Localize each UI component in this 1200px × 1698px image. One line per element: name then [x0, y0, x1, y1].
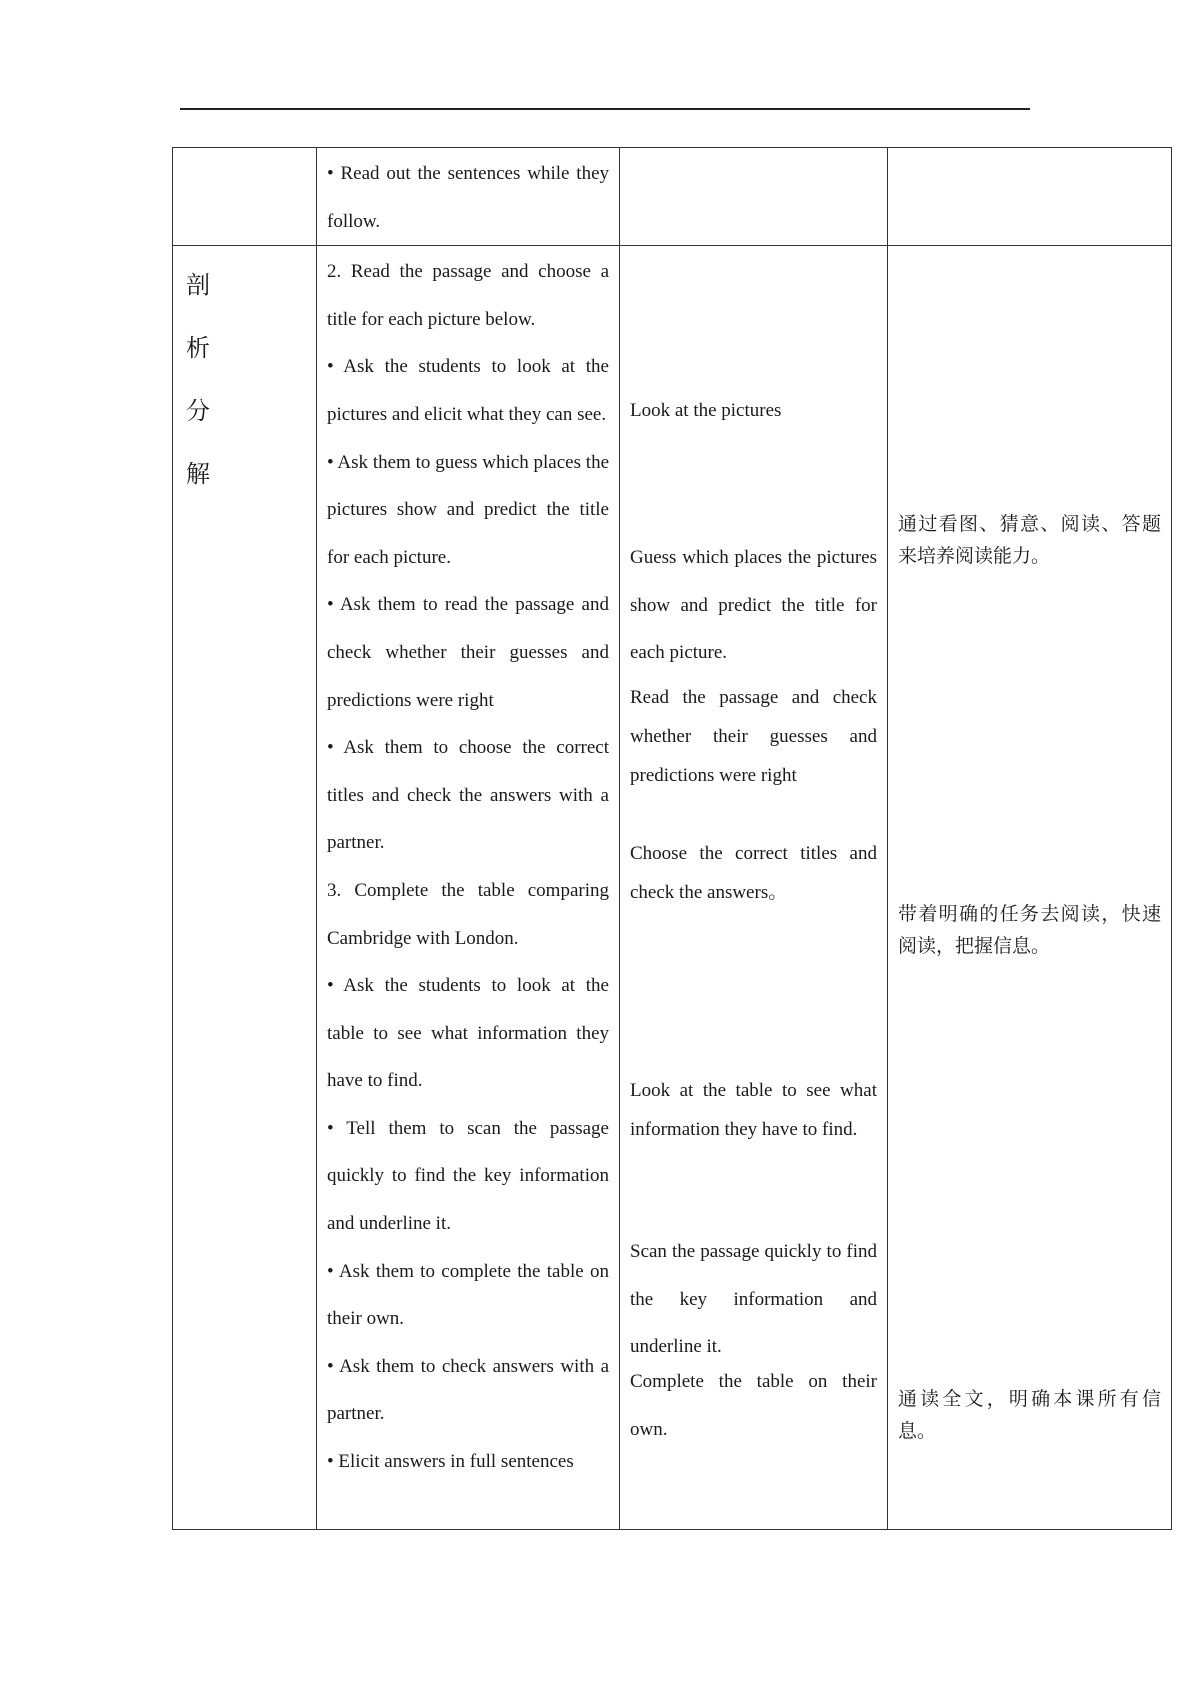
table-row: [173, 148, 1172, 246]
teacher-activity-item: 2. Read the passage and choose a title for each picture below.: [327, 261, 609, 330]
student-activity-item: Scan the passage quickly to find the key information and underline it.: [630, 1241, 877, 1358]
teacher-activity-item: • Ask the students to look at the pictures and elicit what they can see.: [327, 356, 609, 425]
teacher-activity-cell: [317, 148, 620, 246]
teacher-activity-cell: [317, 246, 620, 1530]
stage-cell: [173, 246, 317, 1530]
purpose-column: [888, 246, 1171, 1529]
stage-char: 析: [186, 334, 210, 363]
purpose-cell: [888, 246, 1172, 1530]
stage-cell: [173, 148, 317, 246]
lesson-plan-table: [172, 147, 1172, 1530]
stage-label: [173, 246, 216, 506]
teacher-activity-item: • Ask them to choose the correct titles and check the answers with a partner.: [327, 737, 609, 854]
teacher-activity-item: • Ask them to read the passage and check whether their guesses and predictions were right: [327, 594, 609, 711]
student-activity-column: [620, 246, 887, 1529]
student-activity-item: Look at the pictures: [630, 400, 782, 422]
teacher-activity-text: [317, 246, 619, 1485]
teacher-activity-item: • Tell them to scan the passage quickly to find the key information and underline it.: [327, 1117, 609, 1235]
student-activity-item: Guess which places the pictures show and predict the title for each picture.: [630, 547, 877, 664]
student-activity-item: Read the passage and check whether their guesses and predictions were right: [630, 687, 877, 787]
student-activity-cell: [620, 246, 888, 1530]
teacher-activity-item: • Ask them to complete the table on their own.: [327, 1260, 609, 1330]
teacher-activity-line: • Read out the sentences while they follow.: [327, 163, 609, 232]
stage-char: 剖: [186, 271, 210, 300]
student-activity-item: Look at the table to see what information they have to find.: [630, 1080, 877, 1141]
purpose-item: 通读全文，明确本课所有信息。: [898, 1388, 1161, 1443]
teacher-activity-item: • Ask the students to look at the table to see what information they have to find.: [327, 975, 609, 1092]
student-activity-item: Choose the correct titles and check the answers。: [630, 843, 877, 904]
stage-char: 分: [186, 397, 210, 426]
header-rule: [180, 108, 1030, 110]
teacher-activity-item: • Ask them to guess which places the pictures show and predict the title for each picture.: [327, 451, 609, 568]
student-activity-cell: [620, 148, 888, 246]
purpose-item: 带着明确的任务去阅读，快速阅读，把握信息。: [898, 903, 1161, 958]
teacher-activity-item: 3. Complete the table comparing Cambridge with London.: [327, 879, 609, 949]
table-row: [173, 246, 1172, 1530]
teacher-activity-item: • Elicit answers in full sentences: [327, 1451, 574, 1473]
purpose-cell: [888, 148, 1172, 246]
purpose-item: 通过看图、猜意、阅读、答题来培养阅读能力。: [898, 513, 1161, 568]
teacher-activity-text: [317, 148, 619, 245]
student-activity-item: Complete the table on their own.: [630, 1371, 877, 1440]
teacher-activity-item: • Ask them to check answers with a partner.: [327, 1355, 609, 1425]
stage-char: 解: [186, 460, 210, 489]
